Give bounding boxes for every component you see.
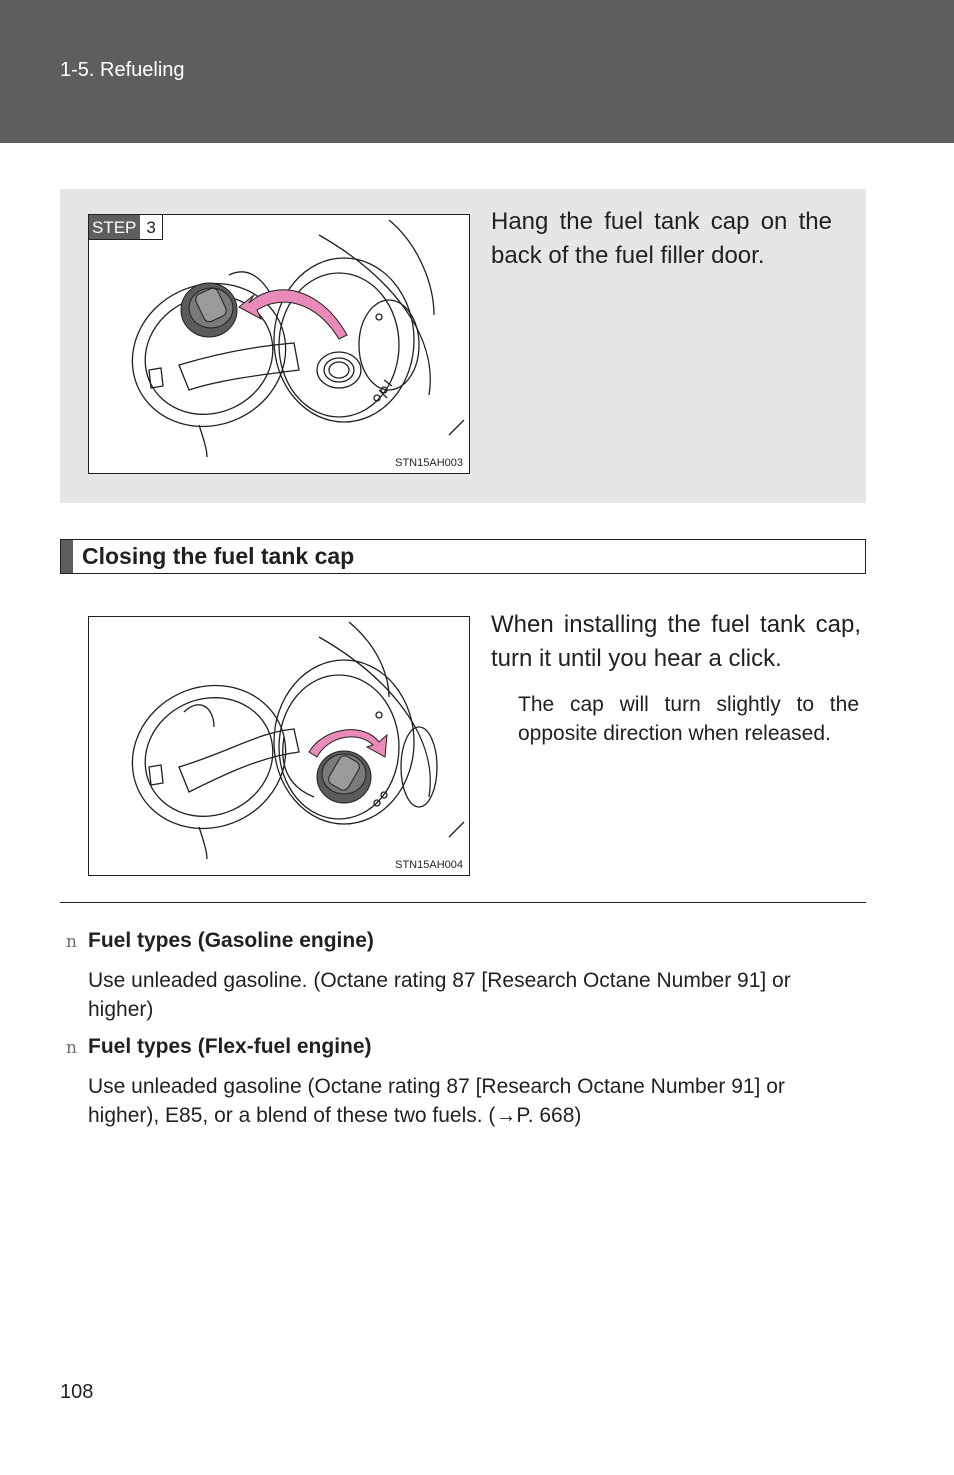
- step-badge-label: STEP: [89, 215, 140, 239]
- figure-code: STN15AH004: [395, 859, 463, 871]
- figure-hang-cap: [88, 214, 470, 474]
- figure-close-cap: [88, 616, 470, 876]
- info-heading: [66, 1035, 372, 1059]
- info-title: Fuel types (Flex-fuel engine): [88, 1035, 372, 1058]
- page-number: 108: [60, 1381, 94, 1403]
- info-heading: [66, 929, 374, 953]
- divider: [60, 902, 866, 903]
- step-instruction-text: Hang the fuel tank cap on the back of the fuel filler door.: [491, 208, 832, 269]
- subsection-heading: [60, 539, 866, 574]
- heading-bar: [61, 540, 73, 573]
- bullet-marker: n: [66, 932, 77, 952]
- fuel-cap-install-illustration: [89, 617, 469, 875]
- info-body: Use unleaded gasoline (Octane rating 87 [Research Octane Number 91] or higher), E85, or a blend of these two fuels. (→P. 668): [88, 1075, 785, 1127]
- bullet-marker: n: [66, 1038, 77, 1058]
- info-body: Use unleaded gasoline. (Octane rating 87 [Research Octane Number 91] or higher): [88, 969, 791, 1021]
- closing-instruction-text: When installing the fuel tank cap, turn it until you hear a click.: [491, 611, 861, 672]
- info-title: Fuel types (Gasoline engine): [88, 929, 374, 952]
- step-badge: [89, 215, 163, 240]
- page-header: [0, 0, 954, 143]
- fuel-door-cap-hung-illustration: [89, 215, 469, 473]
- closing-note: The cap will turn slightly to the opposite direction when released.: [518, 693, 859, 745]
- step-badge-number: 3: [140, 215, 161, 239]
- figure-code: STN15AH003: [395, 457, 463, 469]
- subsection-title: Closing the fuel tank cap: [82, 543, 355, 569]
- section-title: 1-5. Refueling: [60, 59, 185, 81]
